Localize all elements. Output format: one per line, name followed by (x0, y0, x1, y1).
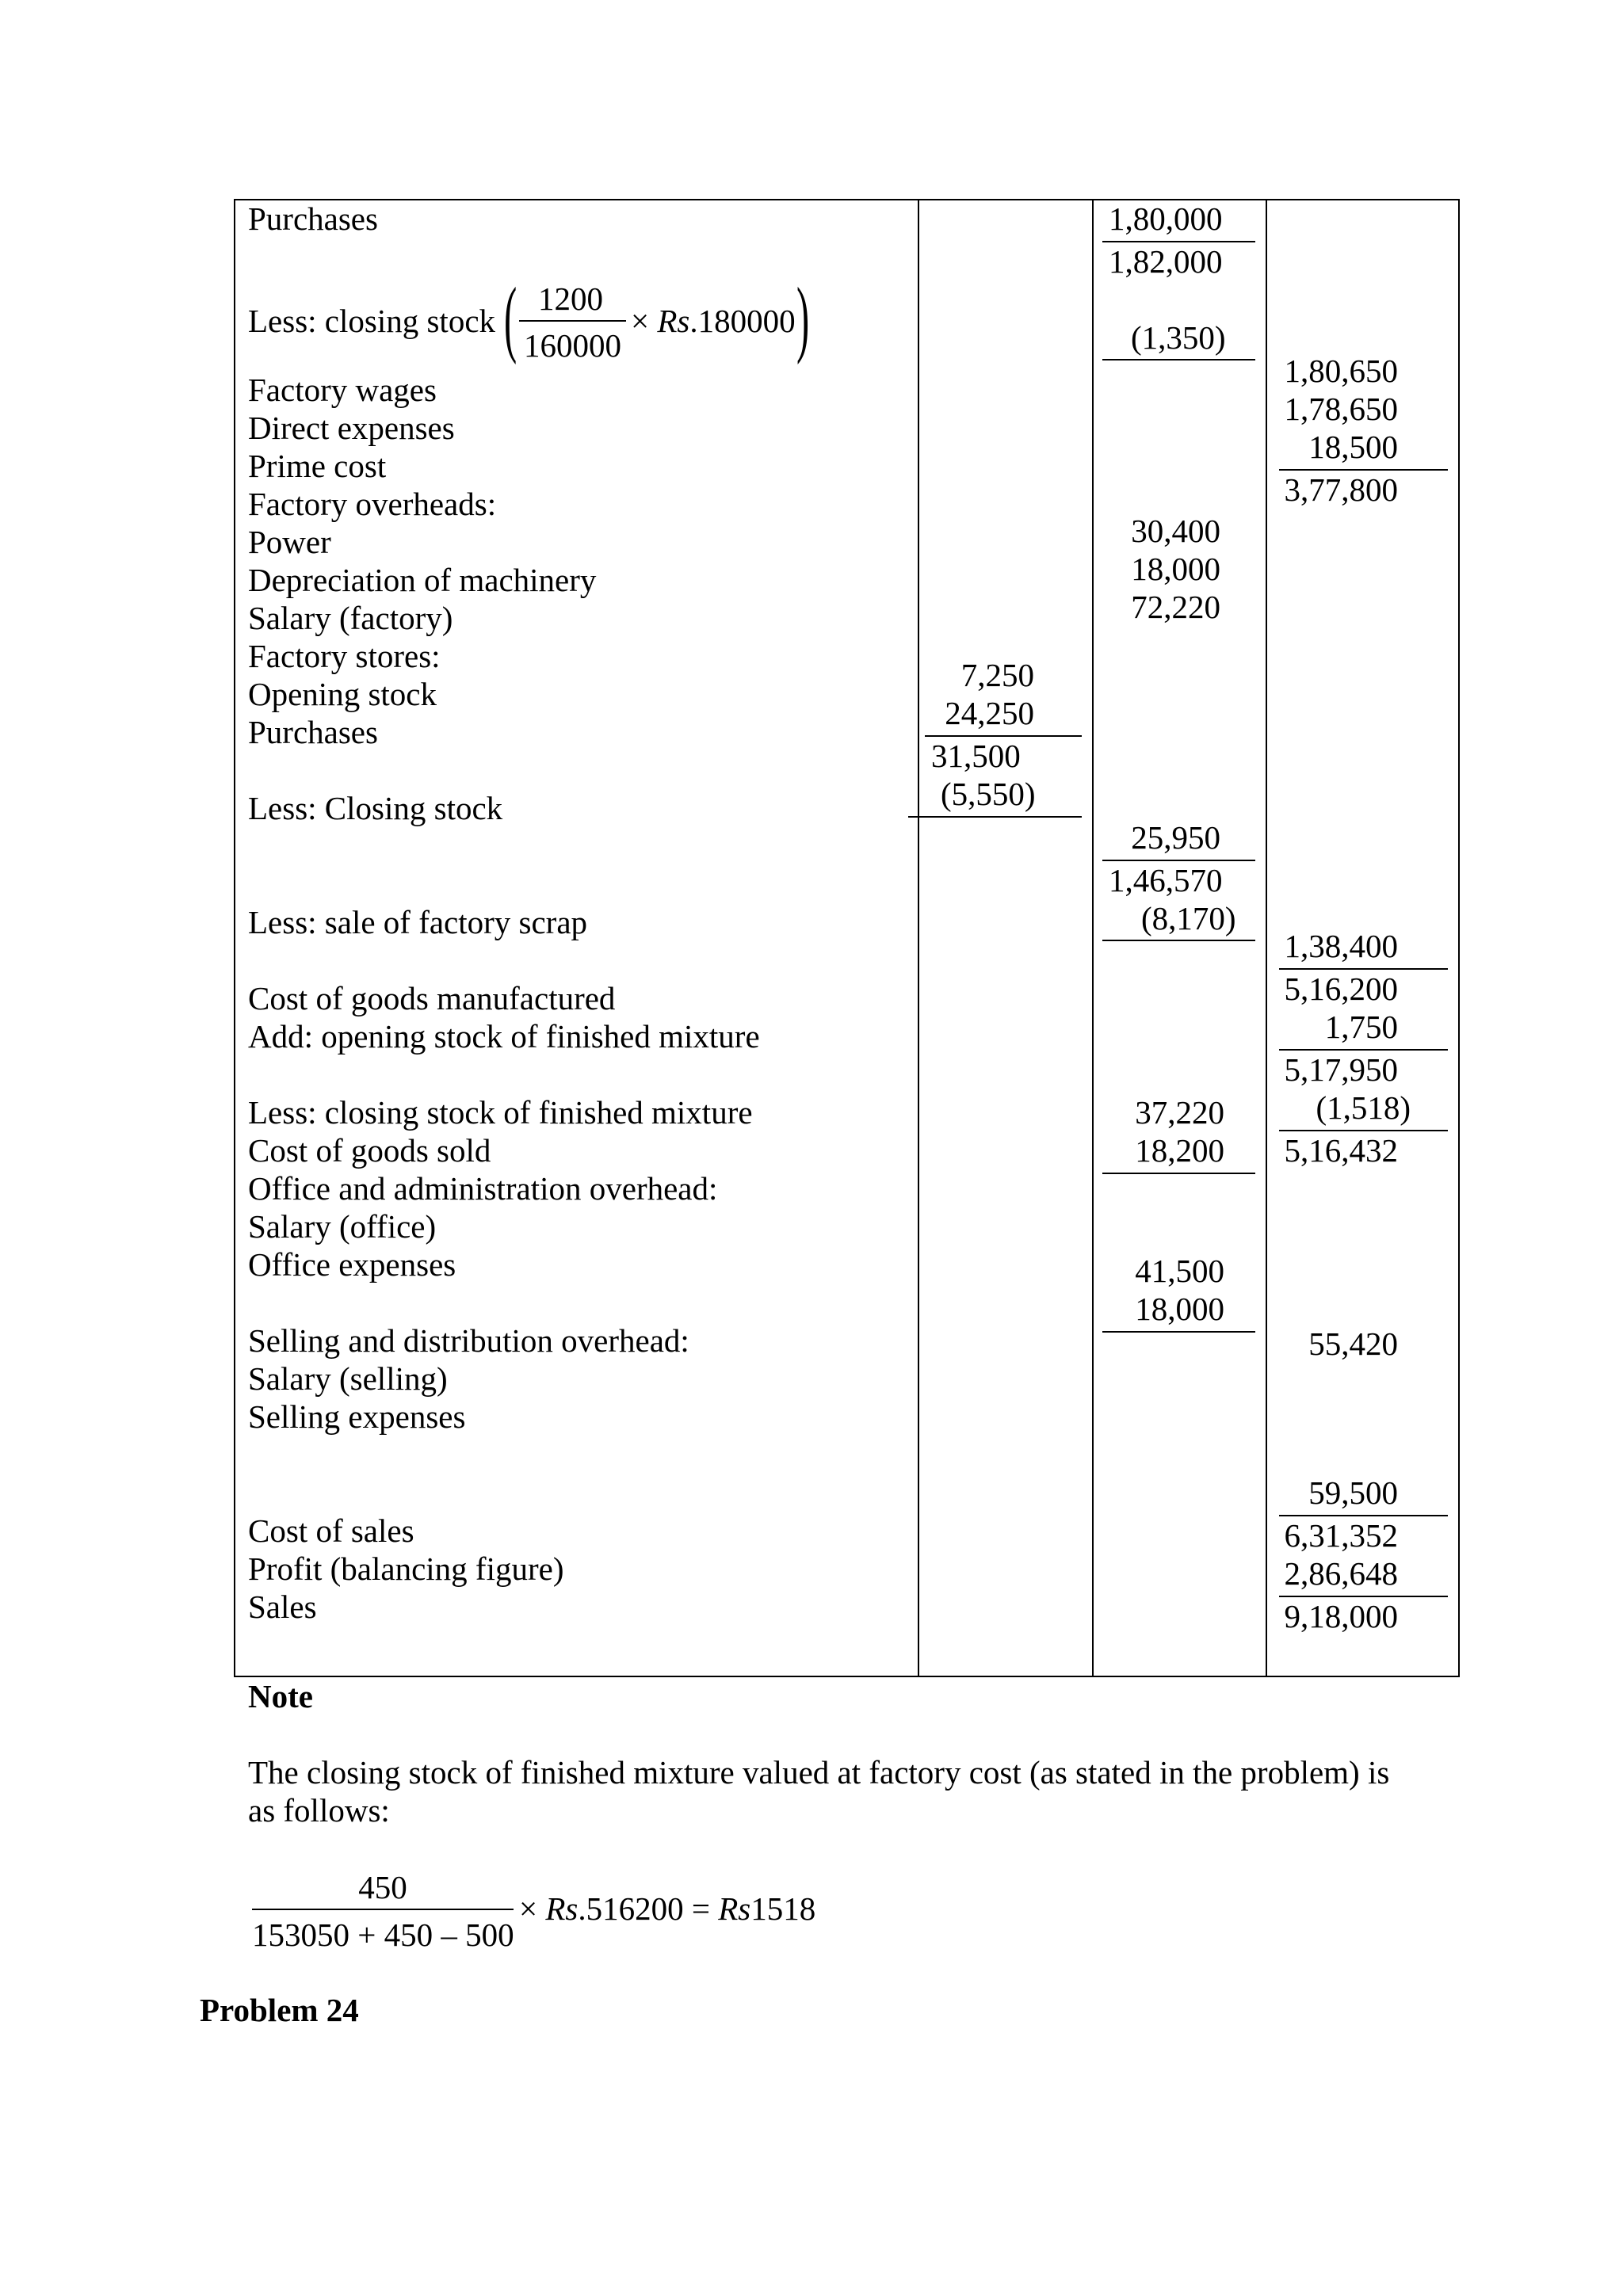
col3-value: 18,000 (1135, 1291, 1224, 1327)
formula-rest: × Rs.180000 (631, 303, 796, 339)
col3-rule (1102, 1331, 1255, 1333)
col3-value: 30,400 (1131, 513, 1220, 549)
table-border-left (234, 199, 235, 1677)
col2-rule (908, 816, 1082, 818)
row-label: Less: Closing stock (248, 790, 503, 826)
col3-value: 25,950 (1131, 819, 1220, 856)
row-label: Purchases (248, 200, 378, 237)
col3-rule (1102, 940, 1255, 941)
col2-value: 31,500 (931, 738, 1021, 774)
row-label: Power (248, 524, 331, 560)
col4-value: 1,78,650 (1284, 391, 1398, 427)
row-label: Selling and distribution overhead: (248, 1322, 689, 1359)
formula2-denominator: 153050 + 450 – 500 (252, 1917, 514, 1953)
row-label: Factory wages (248, 372, 437, 408)
table-border-bottom (234, 1676, 1460, 1677)
col4-value: 9,18,000 (1284, 1598, 1398, 1634)
row-label: Salary (selling) (248, 1360, 448, 1397)
table-border-right (1458, 199, 1460, 1677)
col3-value: 41,500 (1135, 1253, 1224, 1289)
col4-value: 3,77,800 (1284, 471, 1398, 508)
formula-right-paren: ) (796, 271, 810, 365)
row-label: Less: sale of factory scrap (248, 904, 588, 940)
col4-value: 55,420 (1308, 1325, 1398, 1362)
note-text-line2: as follows: (248, 1792, 390, 1829)
col4-value: 5,16,432 (1284, 1132, 1398, 1169)
row-label: Depreciation of machinery (248, 562, 597, 598)
note-heading: Note (248, 1678, 313, 1714)
col4-value: 18,500 (1308, 429, 1398, 465)
col3-rule (1102, 1173, 1255, 1174)
row-label: Profit (balancing figure) (248, 1550, 564, 1587)
row-label: Sales (248, 1589, 317, 1625)
row-label: Cost of goods sold (248, 1132, 491, 1169)
formula-left-paren: ( (504, 271, 517, 365)
col3-value: 72,220 (1131, 589, 1220, 625)
col2-value: 7,250 (960, 657, 1034, 693)
problem-heading: Problem 24 (200, 1992, 359, 2028)
note-text-line1: The closing stock of finished mixture valued at factory cost (as stated in the problem) is (248, 1754, 1390, 1791)
col4-value: 1,80,650 (1284, 353, 1398, 389)
table-divider-1 (918, 199, 919, 1677)
row-label: Prime cost (248, 448, 387, 484)
col4-value: 2,86,648 (1284, 1555, 1398, 1592)
col4-value: 1,750 (1324, 1009, 1398, 1045)
formula-numerator: 1200 (538, 280, 603, 317)
table-border-top (234, 199, 1460, 200)
row-label: Factory overheads: (248, 486, 497, 522)
col3-value: 1,80,000 (1109, 200, 1223, 237)
row-label: Add: opening stock of finished mixture (248, 1018, 760, 1055)
col3-value: 1,82,000 (1109, 243, 1223, 280)
row-label: Selling expenses (248, 1398, 466, 1435)
row-label: Opening stock (248, 676, 437, 712)
col3-value: (1,350) (1131, 319, 1226, 356)
row-label: Office and administration overhead: (248, 1170, 718, 1207)
table-divider-2 (1092, 199, 1094, 1677)
col3-value: (8,170) (1141, 900, 1236, 936)
row-label: Direct expenses (248, 410, 455, 446)
col3-rule (1102, 359, 1255, 360)
col4-value: 5,17,950 (1284, 1051, 1398, 1088)
col4-value: 59,500 (1308, 1474, 1398, 1511)
row-label: Purchases (248, 714, 378, 750)
formula-denominator: 160000 (524, 327, 621, 364)
formula2-fraction-bar (252, 1909, 514, 1910)
col3-value: 1,46,570 (1109, 862, 1223, 898)
row-label: Factory stores: (248, 638, 441, 674)
col2-value: 24,250 (945, 695, 1034, 731)
row-label: Cost of sales (248, 1512, 414, 1549)
col4-value: 5,16,200 (1284, 971, 1398, 1007)
row-label: Less: closing stock (248, 303, 496, 339)
col3-value: 18,200 (1135, 1132, 1224, 1169)
col4-value: (1,518) (1316, 1089, 1411, 1126)
row-label: Salary (office) (248, 1208, 437, 1245)
fraction-bar (519, 320, 626, 322)
col2-value: (5,550) (941, 776, 1036, 812)
row-label: Less: closing stock of finished mixture (248, 1094, 753, 1131)
formula2-rest: × Rs.516200 = Rs1518 (519, 1890, 816, 1927)
col4-value: 1,38,400 (1284, 928, 1398, 964)
col4-value: 6,31,352 (1284, 1517, 1398, 1554)
table-divider-3 (1266, 199, 1267, 1677)
row-label: Cost of goods manufactured (248, 980, 616, 1016)
row-label: Office expenses (248, 1246, 456, 1283)
col3-value: 18,000 (1131, 551, 1220, 587)
row-label: Salary (factory) (248, 600, 453, 636)
col3-value: 37,220 (1135, 1094, 1224, 1131)
formula2-numerator: 450 (358, 1869, 407, 1905)
